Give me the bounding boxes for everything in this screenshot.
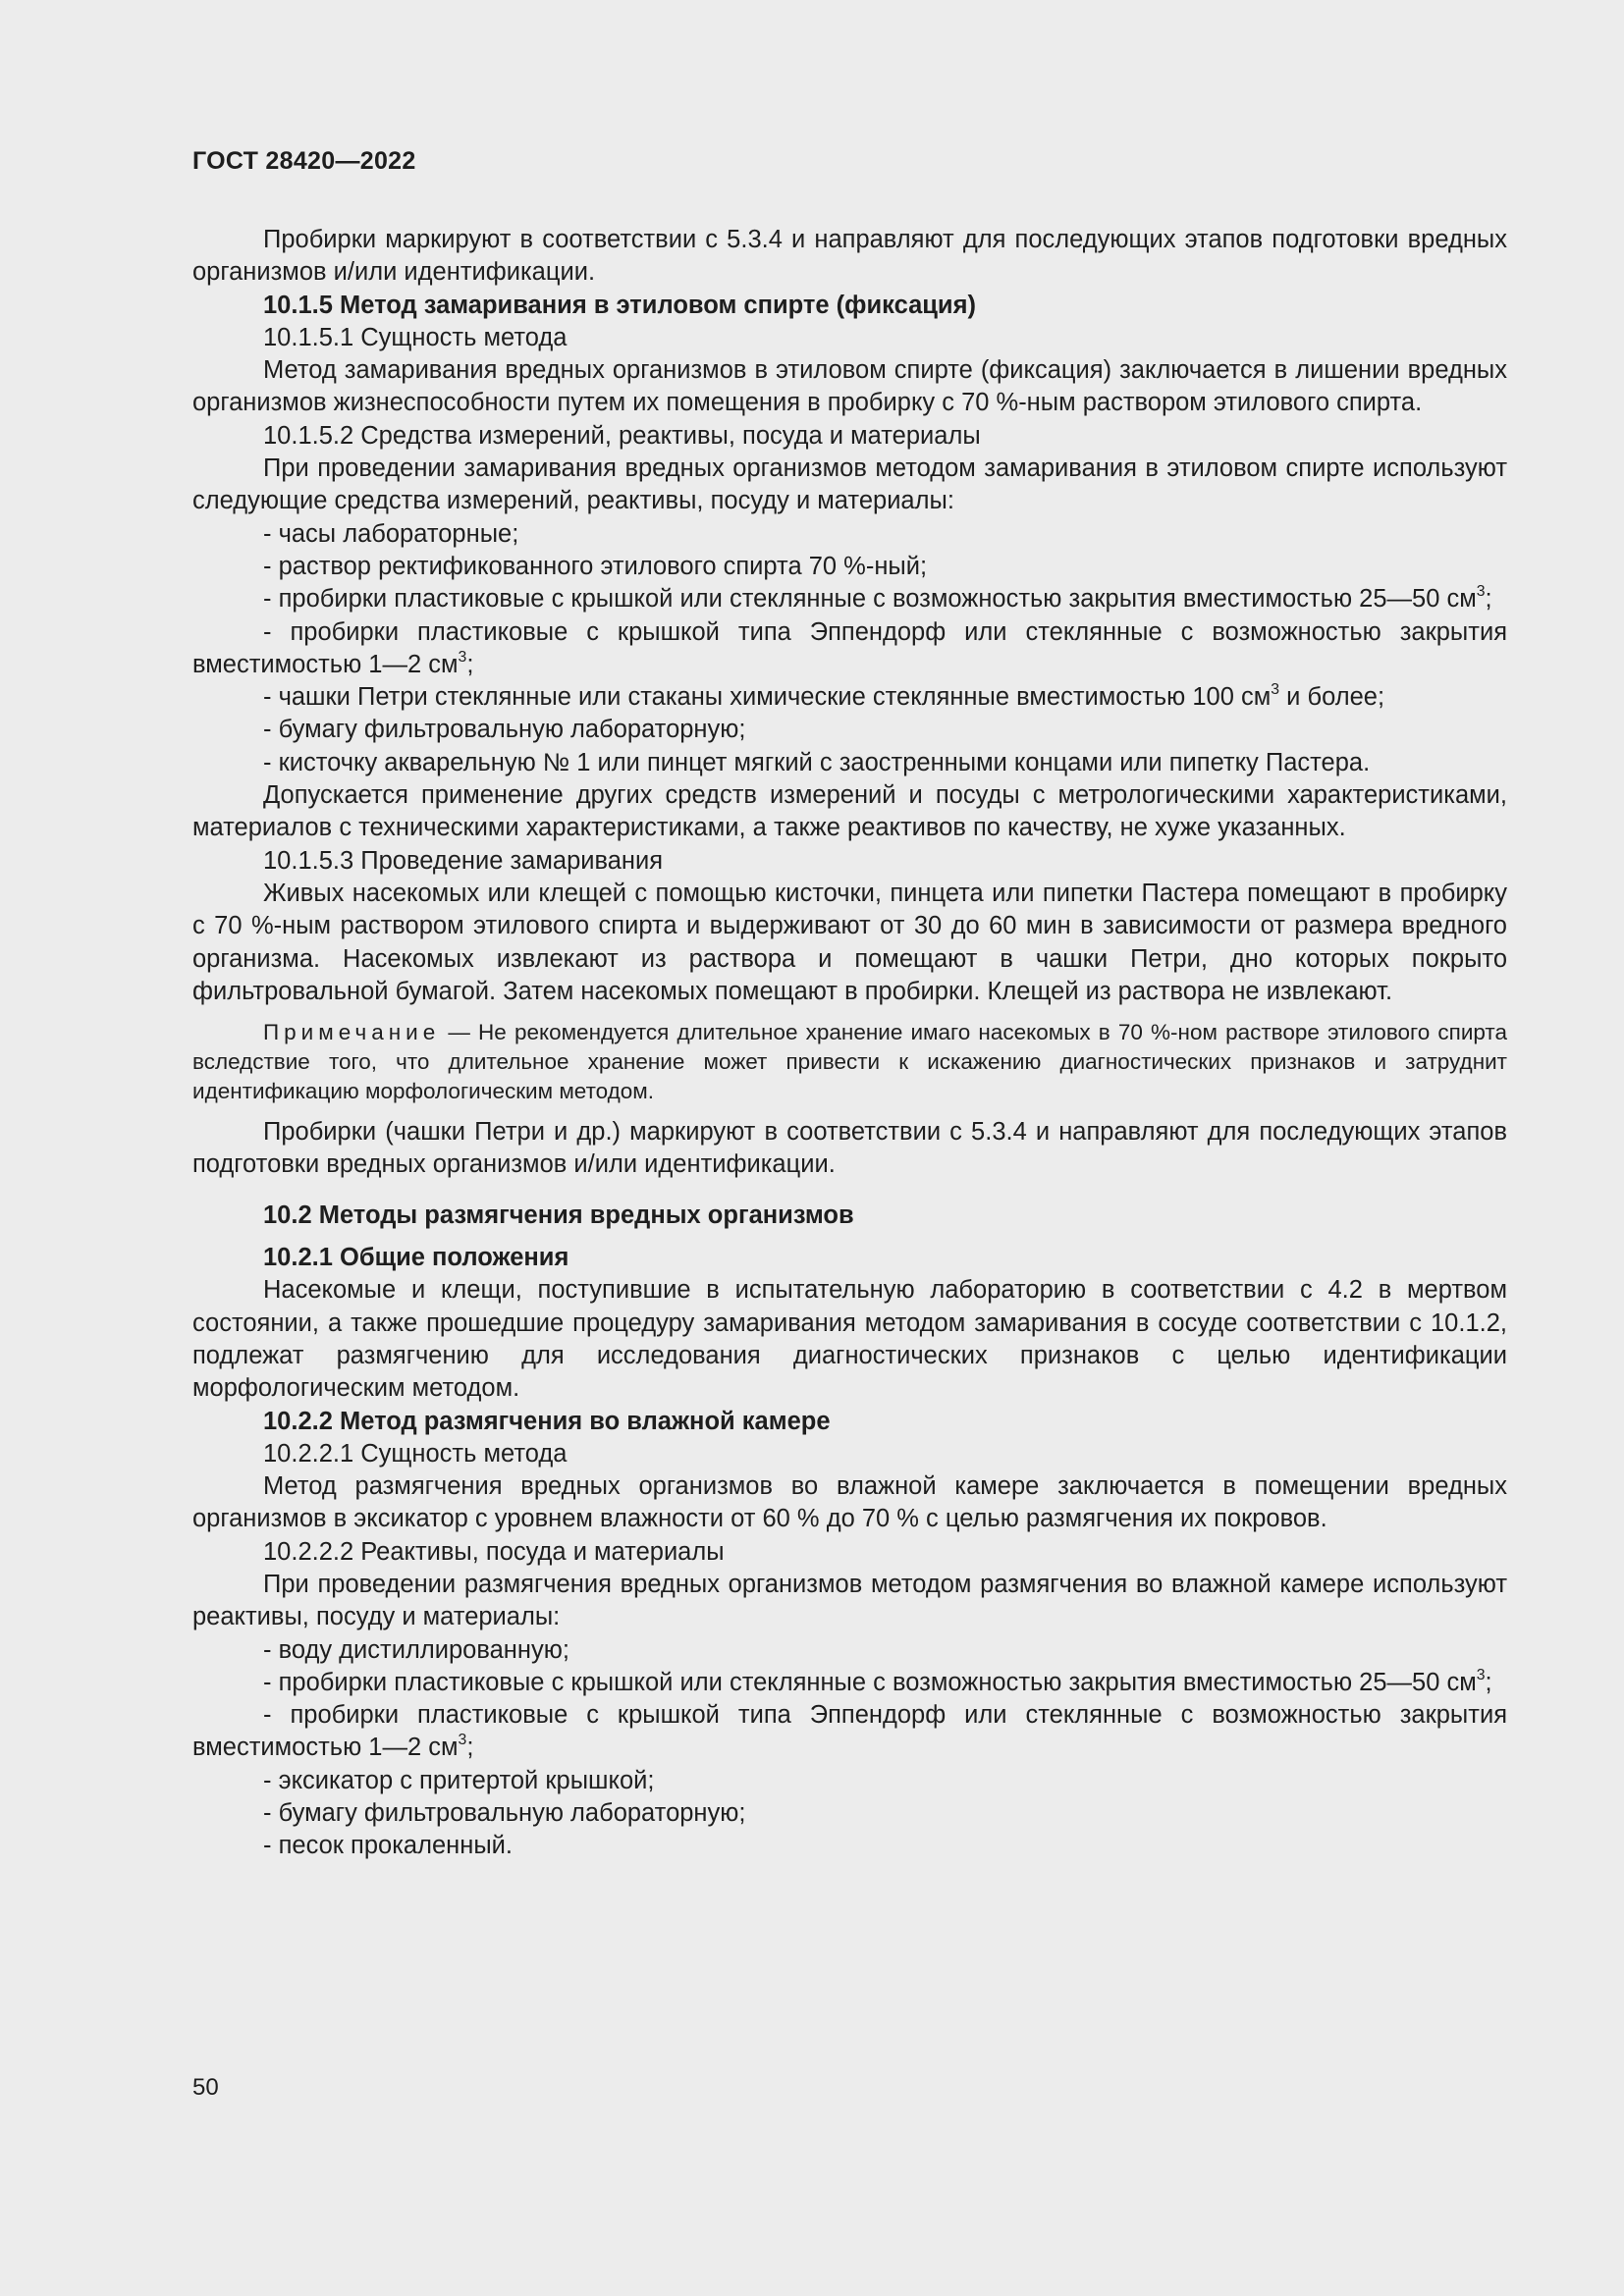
subsection-heading-10-1-5-1: 10.1.5.1 Сущность метода — [263, 323, 568, 351]
superscript: 3 — [1476, 583, 1486, 601]
document-body — [192, 224, 1507, 1863]
list-item: - кисточку акварельную № 1 или пинцет мягкий с заостренными концами или пипетку Пастера. — [263, 748, 1371, 776]
paragraph: Метод замаривания вредных организмов в этиловом спирте (фиксация) заключается в лишении вредных организмов жизнеспособности путем их помещения в пробирку с 70 %-ным раствором этилового спирта. — [192, 356, 1507, 417]
materials-list-1 — [192, 518, 1507, 779]
list-item-text: - пробирки пластиковые с крышкой или стеклянные с возможностью закрытия вместимостью 25—50 см — [263, 585, 1477, 614]
list-item — [192, 1699, 1507, 1765]
superscript: 3 — [458, 648, 467, 666]
list-item: - часы лабораторные; — [263, 519, 519, 548]
paragraph: Допускается применение других средств измерений и посуды с метрологическими характеристиками, материалов с техническими характеристиками, а также реактивов по качеству, не хуже указанных. — [192, 781, 1507, 842]
paragraph: Насекомые и клещи, поступившие в испытательную лабораторию в соответствии с 4.2 в мертвом состоянии, а также прошедшие процедуру замаривания методом замаривания в сосуде соответствии с 10.1.2, подлежат размягчению для исследования диагностических признаков с целью идентификации морфологическим методом. — [192, 1276, 1507, 1403]
paragraph: Метод размягчения вредных организмов во влажной камере заключается в помещении вредных организмов в эксикатор с уровнем влажности от 60 % до 70 % с целью размягчения их покровов. — [192, 1472, 1507, 1533]
list-item-text-end: ; — [1485, 1668, 1492, 1696]
note-label: Примечание — [263, 1020, 441, 1045]
superscript: 3 — [458, 1732, 467, 1749]
superscript: 3 — [1476, 1666, 1486, 1683]
section-heading-10-2: 10.2 Методы размягчения вредных организмов — [263, 1201, 854, 1229]
subsection-heading-10-1-5-2: 10.1.5.2 Средства измерений, реактивы, посуда и материалы — [263, 421, 981, 450]
list-item-text-end: ; — [466, 650, 474, 678]
note — [192, 1018, 1507, 1106]
list-item: - воду дистиллированную; — [263, 1635, 569, 1664]
paragraph: При проведении размягчения вредных организмов методом размягчения во влажной камере используют реактивы, посуду и материалы: — [192, 1570, 1507, 1631]
list-item-text-end: ; — [466, 1734, 474, 1762]
subsection-heading-10-2-2-1: 10.2.2.1 Сущность метода — [263, 1439, 568, 1468]
list-item: - песок прокаленный. — [263, 1832, 513, 1860]
list-item — [192, 616, 1507, 682]
superscript: 3 — [1271, 681, 1280, 699]
document-header: ГОСТ 28420—2022 — [192, 147, 416, 175]
section-heading-10-1-5: 10.1.5 Метод замаривания в этиловом спирте (фиксация) — [263, 291, 976, 319]
subsection-heading-10-2-2-2: 10.2.2.2 Реактивы, посуда и материалы — [263, 1537, 725, 1566]
list-item: - бумагу фильтровальную лабораторную; — [263, 1799, 746, 1828]
list-item: - раствор ректификованного этилового спирта 70 %-ный; — [263, 552, 928, 580]
list-item-text: - пробирки пластиковые с крышкой типа Эппендорф или стеклянные с возможностью закрытия вместимостью 1—2 см — [192, 1701, 1507, 1762]
subsection-heading-10-1-5-3: 10.1.5.3 Проведение замаривания — [263, 846, 664, 875]
paragraph: Пробирки (чашки Петри и др.) маркируют в соответствии с 5.3.4 и направляют для последующих этапов подготовки вредных организмов и/или идентификации. — [192, 1118, 1507, 1179]
note-text: — Не рекомендуется длительное хранение имаго насекомых в 70 %-ном растворе этилового спирта вследствие того, что длительное хранение может привести к искажению диагностических признаков и затруднит идентификацию морфологическим методом. — [192, 1020, 1507, 1104]
list-item-text-end: ; — [1485, 585, 1492, 614]
page-number: 50 — [192, 2074, 219, 2101]
paragraph: Живых насекомых или клещей с помощью кисточки, пинцета или пипетки Пастера помещают в пробирку с 70 %-ным раствором этилового спирта и выдерживают от 30 до 60 мин в зависимости от размера вредного организма. Насекомых извлекают из раствора и помещают в чашки Петри, дно которых покрыто фильтровальной бумагой. Затем насекомых помещают в пробирки. Клещей из раствора не извлекают. — [192, 879, 1507, 1005]
list-item-text: - пробирки пластиковые с крышкой или стеклянные с возможностью закрытия вместимостью 25—50 см — [263, 1668, 1477, 1696]
section-heading-10-2-2: 10.2.2 Метод размягчения во влажной камере — [263, 1407, 831, 1435]
list-item: - эксикатор с притертой крышкой; — [263, 1766, 655, 1794]
list-item-text: - чашки Петри стеклянные или стаканы химические стеклянные вместимостью 100 см — [263, 683, 1272, 712]
paragraph: Пробирки маркируют в соответствии с 5.3.4 и направляют для последующих этапов подготовки вредных организмов и/или идентификации. — [192, 226, 1507, 287]
list-item-text: - пробирки пластиковые с крышкой типа Эппендорф или стеклянные с возможностью закрытия вместимостью 1—2 см — [192, 617, 1507, 678]
list-item — [192, 681, 1507, 714]
list-item-text-end: и более; — [1279, 683, 1385, 712]
section-heading-10-2-1: 10.2.1 Общие положения — [263, 1244, 569, 1272]
paragraph: При проведении замаривания вредных организмов методом замаривания в этиловом спирте используют следующие средства измерений, реактивы, посуду и материалы: — [192, 454, 1507, 515]
list-item — [192, 583, 1507, 615]
list-item — [192, 1667, 1507, 1699]
materials-list-2 — [192, 1634, 1507, 1863]
list-item: - бумагу фильтровальную лабораторную; — [263, 716, 746, 744]
